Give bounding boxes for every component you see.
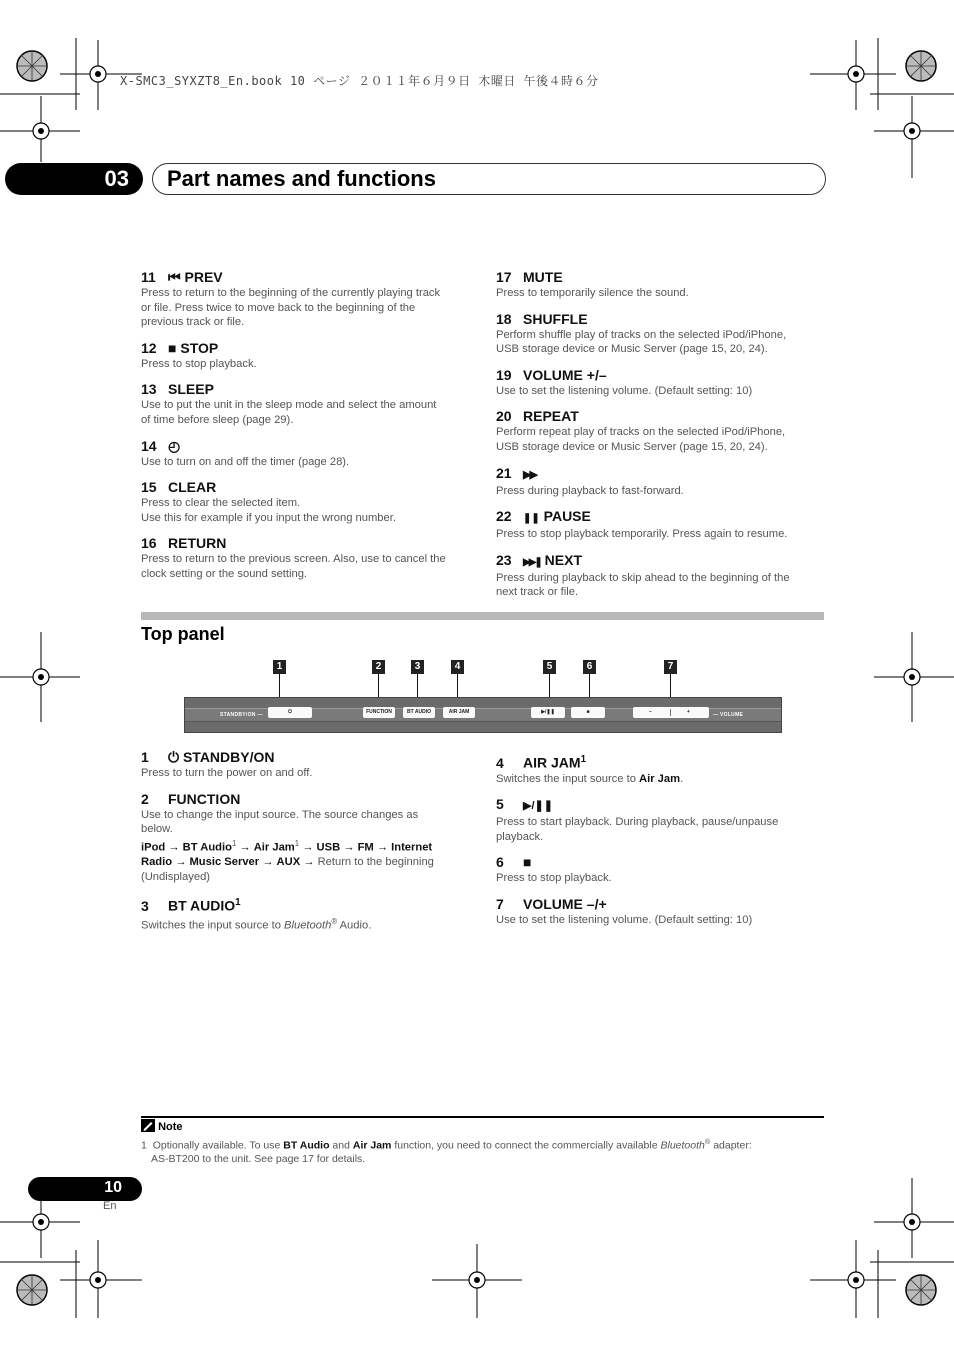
list-item — [141, 894, 471, 933]
callout-1: 1 — [273, 660, 286, 674]
list-item — [141, 381, 471, 427]
item-desc: of time before sleep (page 29). — [141, 413, 294, 426]
item-label: RETURN — [168, 535, 227, 552]
panel-items-left — [141, 749, 471, 943]
item-number: 20 — [496, 408, 512, 425]
volume-control[interactable] — [633, 707, 709, 718]
fast-forward-icon: ▶▶ — [523, 468, 536, 481]
item-desc: Use this for example if you input the wrong number. — [141, 511, 396, 524]
item-label: FUNCTION — [168, 790, 241, 807]
list-item — [141, 479, 471, 525]
item-desc: previous track or file. — [141, 316, 245, 329]
play-pause-button[interactable]: ▶/❚❚ — [531, 707, 565, 718]
stop-button[interactable]: ■ — [571, 707, 605, 718]
list-item — [141, 749, 471, 781]
item-desc: clock setting or the sound setting. — [141, 567, 308, 580]
list-item — [496, 508, 826, 542]
chapter-title-box — [152, 163, 826, 195]
list-item — [496, 269, 826, 301]
note-pencil-icon — [141, 1119, 155, 1132]
item-number: 3 — [141, 897, 149, 914]
item-desc: Press to stop playback temporarily. Press again to resume. — [496, 528, 788, 541]
item-label: CLEAR — [168, 479, 217, 496]
item-number: 19 — [496, 366, 512, 383]
stop-icon: ■ — [168, 339, 177, 356]
item-desc: Use to set the listening volume. (Default setting: 10) — [496, 914, 753, 927]
list-item — [496, 796, 826, 844]
callout-7: 7 — [664, 660, 677, 674]
list-item — [141, 438, 471, 470]
item-desc: Press to stop playback. — [141, 357, 257, 370]
footnote-ref: 1 — [580, 754, 587, 765]
item-desc: Perform repeat play of tracks on the selected iPod/iPhone, — [496, 426, 786, 439]
item-desc: next track or file. — [496, 586, 579, 599]
list-item — [496, 408, 826, 454]
section-title: Top panel — [141, 624, 225, 644]
item-desc: Use to put the unit in the sleep mode and select the amount — [141, 399, 437, 412]
source-sequence: iPod → BT Audio$^1$ → Air Jam$^1$ → USB → FM → Internet — [141, 838, 433, 854]
item-number: 14 — [141, 437, 157, 454]
air-jam-button[interactable]: AIR JAM — [443, 707, 475, 718]
item-label: VOLUME –/+ — [523, 896, 607, 913]
bt-audio-button[interactable]: BT AUDIO — [403, 707, 435, 718]
item-desc: or file. Press twice to move back to the beginning of the — [141, 301, 416, 314]
list-item — [496, 896, 826, 928]
item-desc: Use to change the input source. The source changes as — [141, 808, 419, 821]
item-desc: USB storage device or Music Server (page 15, 20, 24). — [496, 343, 768, 356]
item-label: PAUSE — [543, 508, 591, 525]
item-number: 23 — [496, 551, 512, 568]
page-title: Part names and functions — [167, 166, 436, 191]
item-desc: Press to start playback. During playback, pause/unpause — [496, 816, 779, 829]
page-number: 10 — [104, 1179, 122, 1196]
callout-3: 3 — [411, 660, 424, 674]
power-icon: ⏻ — [288, 709, 292, 715]
callout-2: 2 — [372, 660, 385, 674]
item-number: 7 — [496, 896, 504, 913]
list-item — [141, 535, 471, 581]
list-item — [141, 269, 471, 330]
timer-icon: ◴ — [168, 437, 181, 454]
list-item — [496, 854, 826, 886]
item-desc: USB storage device or Music Server (page 15, 20, 24). — [496, 440, 768, 453]
chapter-number: 03 — [104, 166, 129, 191]
item-number: 11 — [141, 269, 156, 285]
print-file-header: X-SMC3_SYXZT8_En.book 10 ページ ２０１１年６月９日 木曜日 午後４時６分 — [120, 74, 599, 88]
item-desc: Press during playback to skip ahead to the beginning of the — [496, 571, 790, 584]
list-item — [496, 367, 826, 399]
item-number: 1 — [141, 749, 149, 765]
item-desc: Press to clear the selected item. — [141, 497, 301, 510]
item-number: 18 — [496, 310, 512, 327]
list-item — [496, 311, 826, 357]
section-divider — [141, 612, 824, 620]
item-label: STANDBY/ON — [182, 749, 275, 765]
volume-divider — [670, 709, 671, 716]
item-desc: Use to set the listening volume. (Default setting: 10) — [496, 384, 753, 397]
play-pause-icon: ▶/❚❚ — [523, 800, 553, 813]
item-label: SLEEP — [168, 381, 214, 398]
item-number: 6 — [496, 854, 504, 871]
panel-items-right — [496, 751, 826, 938]
chapter-badge — [5, 163, 143, 195]
list-item — [496, 751, 826, 786]
top-panel-illustration — [184, 697, 782, 733]
pause-icon: ❚❚ — [523, 513, 540, 525]
item-desc: Press during playback to fast-forward. — [496, 484, 684, 497]
list-item — [141, 791, 471, 885]
item-number: 15 — [141, 479, 157, 496]
remote-items-right — [496, 269, 826, 610]
standby-panel-label: STANDBY/ON — — [220, 712, 263, 718]
item-desc: below. — [141, 823, 173, 836]
item-label: MUTE — [523, 269, 563, 285]
remote-items-left — [141, 269, 471, 592]
stop-icon: ■ — [523, 854, 532, 871]
footnote-ref: 1 — [235, 897, 241, 909]
volume-plus-button[interactable]: + — [687, 709, 690, 715]
note-divider — [141, 1116, 824, 1118]
page-number-badge — [28, 1177, 142, 1201]
item-number: 12 — [141, 339, 157, 356]
prev-icon: ⏮ — [168, 269, 181, 285]
item-desc: Press to turn the power on and off. — [141, 767, 313, 779]
item-desc: Switches the input source to Bluetooth® Audio. — [141, 916, 372, 932]
item-label: SHUFFLE — [523, 310, 588, 327]
volume-minus-button[interactable]: – — [649, 709, 652, 715]
item-label: STOP — [180, 339, 219, 356]
item-label: VOLUME +/– — [523, 366, 607, 383]
standby-button[interactable] — [268, 707, 312, 718]
item-label: PREV — [184, 269, 223, 285]
note-body: 1 Optionally available. To use BT Audio and Air Jam function, you need to connect the commercially available Bluetooth® adapter: AS-BT200 to the unit. See page 17 for details. — [141, 1137, 752, 1165]
item-desc: Perform shuffle play of tracks on the selected iPod/iPhone, — [496, 328, 787, 341]
item-desc: Press to temporarily silence the sound. — [496, 287, 689, 299]
list-item — [141, 340, 471, 372]
item-desc: Press to stop playback. — [496, 872, 612, 885]
item-desc: Press to return to the previous screen. Also, use to cancel the — [141, 553, 446, 566]
item-number: 5 — [496, 796, 504, 813]
item-number: 4 — [496, 754, 504, 771]
callout-6: 6 — [583, 660, 596, 674]
item-number: 22 — [496, 508, 512, 525]
list-item — [496, 465, 826, 499]
function-button[interactable]: FUNCTION — [363, 707, 395, 718]
item-label: NEXT — [544, 551, 582, 568]
note-heading: Note — [141, 1119, 183, 1133]
item-label: AIR JAM — [523, 754, 581, 771]
item-desc: (Undisplayed) — [141, 870, 211, 883]
volume-panel-label: — VOLUME — [713, 712, 744, 718]
item-number: 13 — [141, 381, 157, 398]
item-label: BT AUDIO — [168, 897, 236, 914]
item-desc: Press to return to the beginning of the currently playing track — [141, 287, 441, 299]
next-icon: ▶▶❚ — [523, 556, 541, 568]
item-desc: Switches the input source to Air Jam. — [496, 772, 684, 785]
standby-icon: ⏻ — [168, 749, 180, 765]
source-sequence: Radio → Music Server → AUX → Return to the beginning — [141, 856, 434, 869]
page-language: En — [103, 1200, 117, 1212]
callout-4: 4 — [451, 660, 464, 674]
item-number: 21 — [496, 464, 512, 481]
item-number: 16 — [141, 535, 157, 552]
item-desc: playback. — [496, 830, 544, 843]
item-number: 2 — [141, 790, 149, 807]
list-item — [496, 552, 826, 600]
item-label: REPEAT — [523, 408, 579, 425]
item-number: 17 — [496, 269, 512, 285]
item-desc: Use to turn on and off the timer (page 28). — [141, 455, 350, 468]
callout-5: 5 — [543, 660, 556, 674]
